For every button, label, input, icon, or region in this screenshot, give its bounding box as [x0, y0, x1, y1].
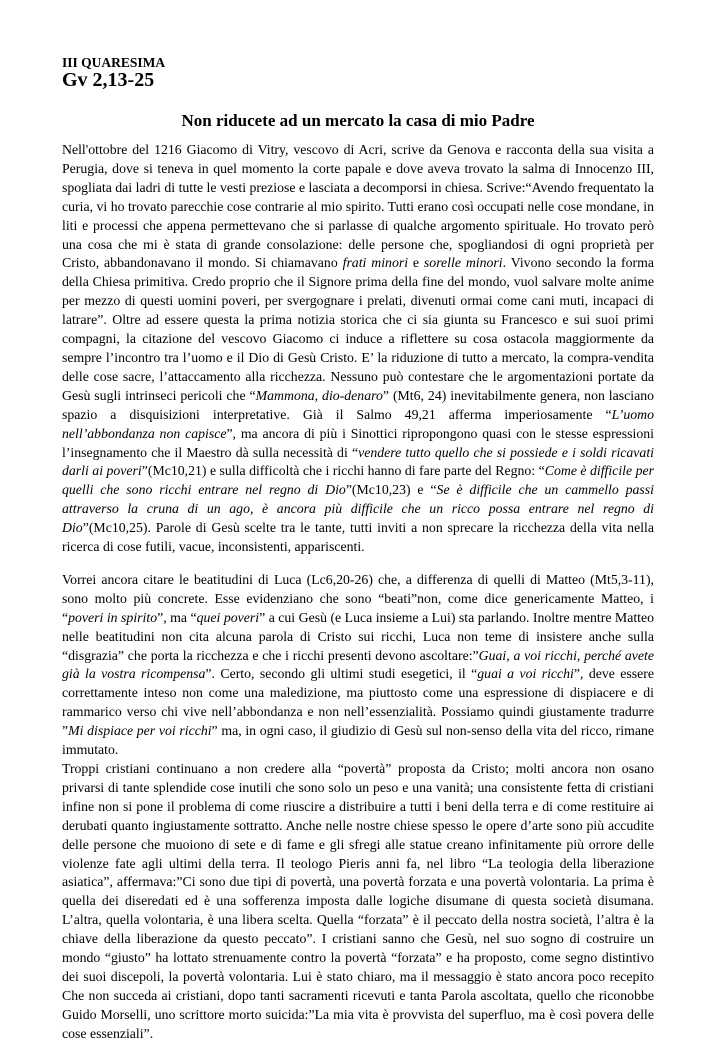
- text-run: ”, deve essere correttamente inteso non come una maledizione, ma piuttosto come una espressione di dispiacere e di rammarico verso chi vive nell’abbondanza e non nell’essenzialità. Possiamo quindi giustamente tradurre ”: [62, 666, 655, 739]
- text-run: e: [408, 255, 424, 271]
- text-run: Nell'ottobre del 1216 Giacomo di Vitry, vescovo di Acri, scrive da Genova e racconta della sua visita a Perugia, dove si teneva in quel momento la corte papale e dove aveva trovato la salma di Innocenzo III, spogliata dai ladri di tutte le vesti preziose e lasciata a decomporsi in chiesa. Scrive:“Avendo frequentato la curia, vi ho trovato parecchie cose contrarie al mio spirito. Tutti erano così occupati nelle cose mondane, in liti e processi che appena permettevano che si parlasse di qualche argomento spirituale. Ho trovato però una cosa che mi è stata di grande consolazione: delle persone che, spogliandosi di ogni proprietà per Cristo, abbandonavano il mondo. Si chiamavano: [62, 142, 654, 271]
- paragraph-2: [62, 571, 654, 760]
- italic-quote: Mammona, dio-denaro: [255, 387, 383, 403]
- text-run: ” a cui Gesù (e Luca insieme a Lui) sta parlando. Inoltre mentre Matteo nelle beatitudini non cita alcuna parola di Cristo sui ricchi, Luca non teme di insistere anche sulla “disgrazia” che porta la ricchezza e che i ricchi presenti devono ascoltare:”: [62, 609, 655, 663]
- liturgical-season-heading: III QUARESIMA: [62, 55, 166, 70]
- italic-quote: L’uomo nell’abbondanza non capisce: [62, 406, 654, 441]
- italic-quote: sorelle minori: [423, 255, 503, 271]
- text-run: ” (Mt6, 24) inevitabilmente genera, non lasciano spazio a disquisizioni interpretative. Già il Salmo 49,21 afferma imperiosamente “: [62, 387, 655, 422]
- paragraph-3: [62, 760, 654, 1044]
- italic-quote: guai a voi ricchi: [477, 666, 574, 682]
- text-run: ”, ma “: [157, 609, 197, 625]
- paragraph-1: [62, 141, 654, 557]
- italic-quote: poveri in spirito: [68, 609, 158, 625]
- text-run: ”, ma ancora di più i Sinottici ripropongono quasi con le stesse espressioni l’insegnamento che il Maestro dà sulla necessità di “: [62, 425, 654, 460]
- document-title: Non riducete ad un mercato la casa di mio Padre: [181, 111, 535, 130]
- italic-quote: frati minori: [342, 255, 409, 271]
- text-run: ” ma, in ogni caso, il giudizio di Gesù sul non-senso della vita del ricco, rimane immutato.: [62, 723, 654, 758]
- italic-quote: vendere tutto quello che si possiede e i soldi ricavati darli ai poveri: [62, 444, 654, 479]
- italic-quote: Se è difficile che un cammello passi attraverso la cruna di un ago, è ancora più difficile che un ricco possa entrare nel regno di Dio: [62, 482, 654, 536]
- text-run: ”(Mc10,23) e “: [345, 482, 437, 498]
- text-run: . Vivono secondo la forma della Chiesa primitiva. Credo proprio che il Signore prima della fine del mondo, vuol salvare molte anime per mezzo di questi uomini poveri, per svergognare i prelati, divenuti ormai come cani muti, incapaci di latrare”. Oltre ad essere questa la prima notizia storica che ci sia giunta su Francesco e sui suoi primi compagni, la citazione del vescovo Giacomo ci induce a riflettere su cosa ostacola maggiormente da sempre l’incontro tra l’uomo e il Dio di Gesù Cristo. E’ la riduzione di tutto a mercato, la compra-vendita delle cose sacre, l’attaccamento alla ricchezza. Nessuno può contestare che le argomentazioni portate da Gesù sugli intrinseci pericoli che “: [62, 255, 655, 403]
- text-run: ”(Mc10,25). Parole di Gesù scelte tra le tante, tutti inviti a non sprecare la ricchezza della vita nella ricerca di cose futili, vacue, inconsistenti, appariscenti.: [62, 520, 654, 555]
- text-run: ”(Mc10,21) e sulla difficoltà che i ricchi hanno di fare parte del Regno: “: [141, 463, 545, 479]
- text-run: Vorrei ancora citare le beatitudini di Luca (Lc6,20-26) che, a differenza di quelli di Matteo (Mt5,3-11), sono molto più concrete. Esse evidenziano che sono “beati”non, come dice genericamente Matteo, i “: [62, 571, 654, 625]
- text-run: ”. Certo, secondo gli ultimi studi esegetici, il “: [205, 666, 478, 682]
- text-run: Troppi cristiani continuano a non credere alla “povertà” proposta da Cristo; molti ancora non osano privarsi di tante splendide cose inutili che sono solo un peso e una vanità; una consistente fetta di cristiani infine non si pone il problema di come riuscire a distribuire a tutti i beni della terra e di come restituire ai derubati quanto ingiustamente sottratto. Anche nelle nostre chiese spesso le opere d’arte sono più accudite delle persone che muoiono di sete e di fame e gli sfregi alle statue creano infinitamente più orrore delle violenze fate agli ultimi della terra. Il teologo Pieris anni fa, nel libro “La teologia della liberazione asiatica”, affermava:”Ci sono due tipi di povertà, una povertà forzata e una povertà volontaria. La prima è quella dei diseredati ed è una sofferenza imposta dalle logiche disumane di questa società disumana. L’altra, quella volontaria, è una libera scelta. Quella “forzata” è il peccato della nostra società, l’altra è la chiave della liberazione da questo peccato”. I cristiani sanno che Gesù, nel suo sogno di costruire un mondo “giusto” ha lottato strenuamente contro la povertà “forzata” e ha proposto, come segno distintivo dei suoi discepoli, la povertà volontaria. Lui è stato chiaro, ma il messaggio è stato ancora poco recepito Che non succeda ai cristiani, dopo tanti sacramenti ricevuti e tanta Parola ascoltata, quello che riconobbe Guido Morselli, uno scrittore morto suicida:”La mia vita è provvista del superfluo, ma è così povera delle cose essenziali”.: [62, 761, 654, 1041]
- gospel-reference-heading: Gv 2,13-25: [62, 69, 155, 91]
- italic-quote: Come è difficile per quelli che sono ricchi entrare nel regno di Dio: [62, 463, 654, 498]
- italic-quote: Mi dispiace per voi ricchi: [68, 723, 212, 739]
- italic-quote: Guai, a voi ricchi, perché avete già la vostra ricompensa: [62, 647, 654, 682]
- document-page: [62, 56, 654, 1044]
- italic-quote: quei poveri: [196, 609, 260, 625]
